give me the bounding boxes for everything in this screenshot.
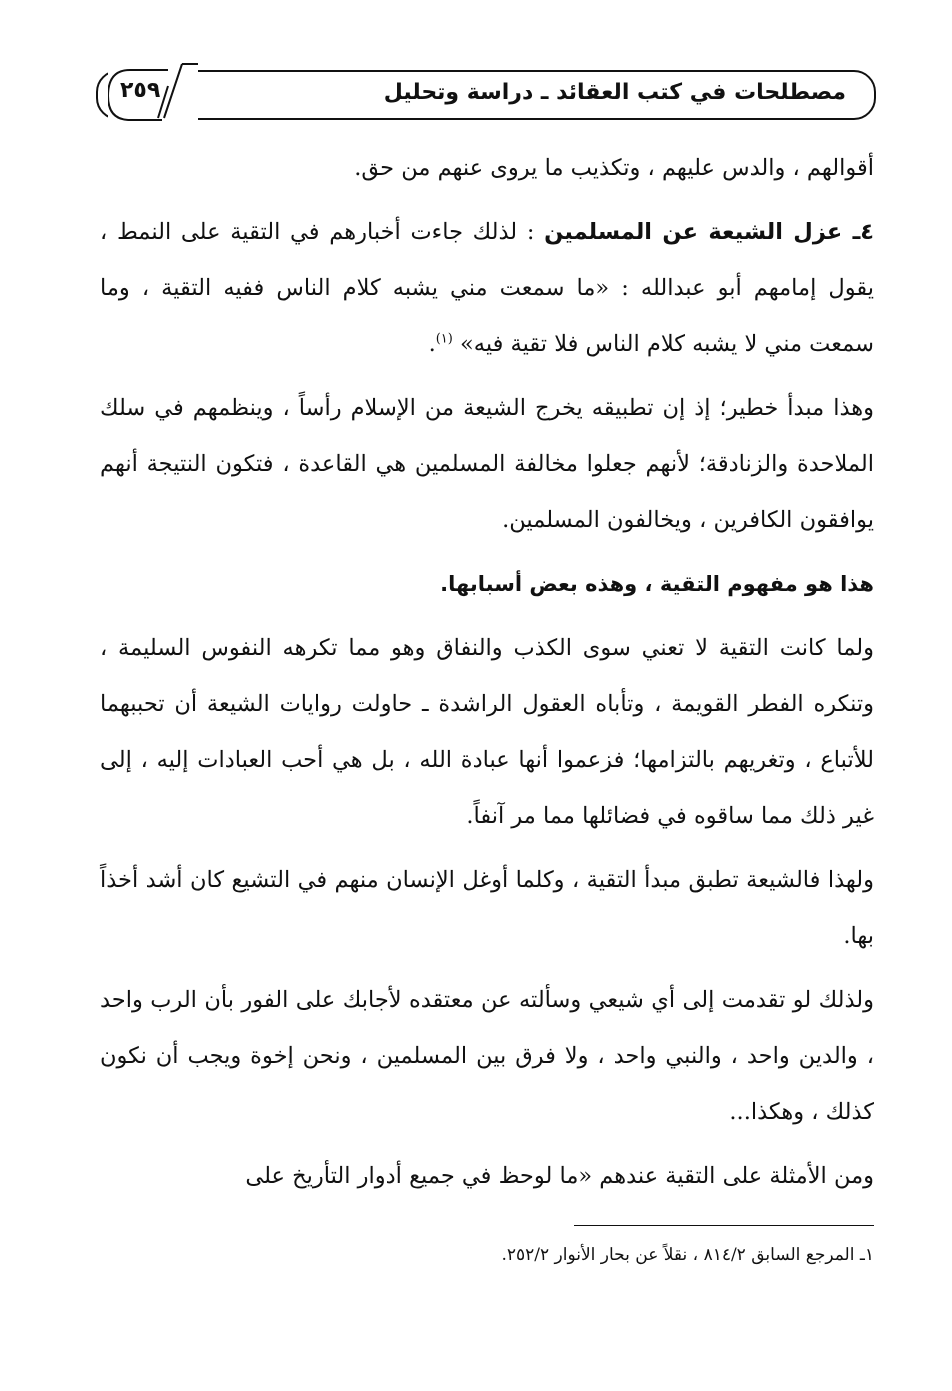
paragraph xyxy=(100,620,874,844)
page-number-box xyxy=(108,56,198,116)
paragraph xyxy=(100,852,874,964)
paragraph-end: . xyxy=(428,331,436,357)
body-text xyxy=(100,140,874,1212)
heading-text: هذا هو مفهوم التقية ، وهذه بعض أسبابها. xyxy=(440,572,874,596)
paragraph-text: ولما كانت التقية لا تعني سوى الكذب والنفاق وهو مما تكرهه النفوس السليمة ، وتنكره الفطر القويمة ، وتأباه العقول الراشدة ـ حاولت روايات الشيعة أن تحببهما للأتباع ، وتغريهم بالتزامها؛ فزعموا أنها عبادة الله ، بل هي أحب العبادات إليه ، إلى غير ذلك مما ساقوه في فضائلها مما مر آنفاً. xyxy=(100,635,874,829)
section-heading xyxy=(100,556,874,612)
paragraph-text: ولذلك لو تقدمت إلى أي شيعي وسألته عن معتقده لأجابك على الفور بأن الرب واحد ، والدين واحد ، والنبي واحد ، ولا فرق بين المسلمين ، ونحن إخوة ويجب أن نكون كذلك ، وهكذا... xyxy=(100,987,874,1125)
header-title: مصطلحات في كتب العقائد ـ دراسة وتحليل xyxy=(383,80,846,105)
footnote-ref: (١) xyxy=(435,331,453,347)
footnote: ١ـ المرجع السابق ٨١٤/٢ ، نقلاً عن بحار الأنوار ٢٥٢/٢. xyxy=(501,1245,874,1265)
paragraph xyxy=(100,204,874,372)
running-header xyxy=(96,70,876,120)
paragraph-text: وهذا مبدأ خطير؛ إذ إن تطبيقه يخرج الشيعة من الإسلام رأساً ، وينظمهم في سلك الملاحدة والزنادقة؛ لأنهم جعلوا مخالفة المسلمين هي القاعدة ، فتكون النتيجة أنهم يوافقون الكافرين ، ويخالفون المسلمين. xyxy=(100,395,874,533)
paragraph-text: ومن الأمثلة على التقية عندهم «ما لوحظ في جميع أدوار التأريخ على xyxy=(245,1163,874,1189)
footnote-divider xyxy=(574,1225,874,1226)
paragraph xyxy=(100,140,874,196)
paragraph-text: : لذلك جاءت أخبارهم في التقية على النمط ، يقول إمامهم أبو عبدالله : «ما سمعت مني يشبه كلام الناس ففيه التقية ، وما سمعت مني لا يشبه كلام الناس فلا تقية فيه» xyxy=(100,219,874,357)
paragraph xyxy=(100,1148,874,1204)
paragraph-text: أقوالهم ، والدس عليهم ، وتكذيب ما يروى عنهم من حق. xyxy=(354,155,874,181)
paragraph-lead: ٤ـ عزل الشيعة عن المسلمين xyxy=(544,219,874,245)
paragraph xyxy=(100,972,874,1140)
paragraph-text: ولهذا فالشيعة تطبق مبدأ التقية ، وكلما أوغل الإنسان منهم في التشيع كان أشد أخذاً بها. xyxy=(100,867,874,949)
page-number: ٢٥٩ xyxy=(120,78,161,103)
paragraph xyxy=(100,380,874,548)
